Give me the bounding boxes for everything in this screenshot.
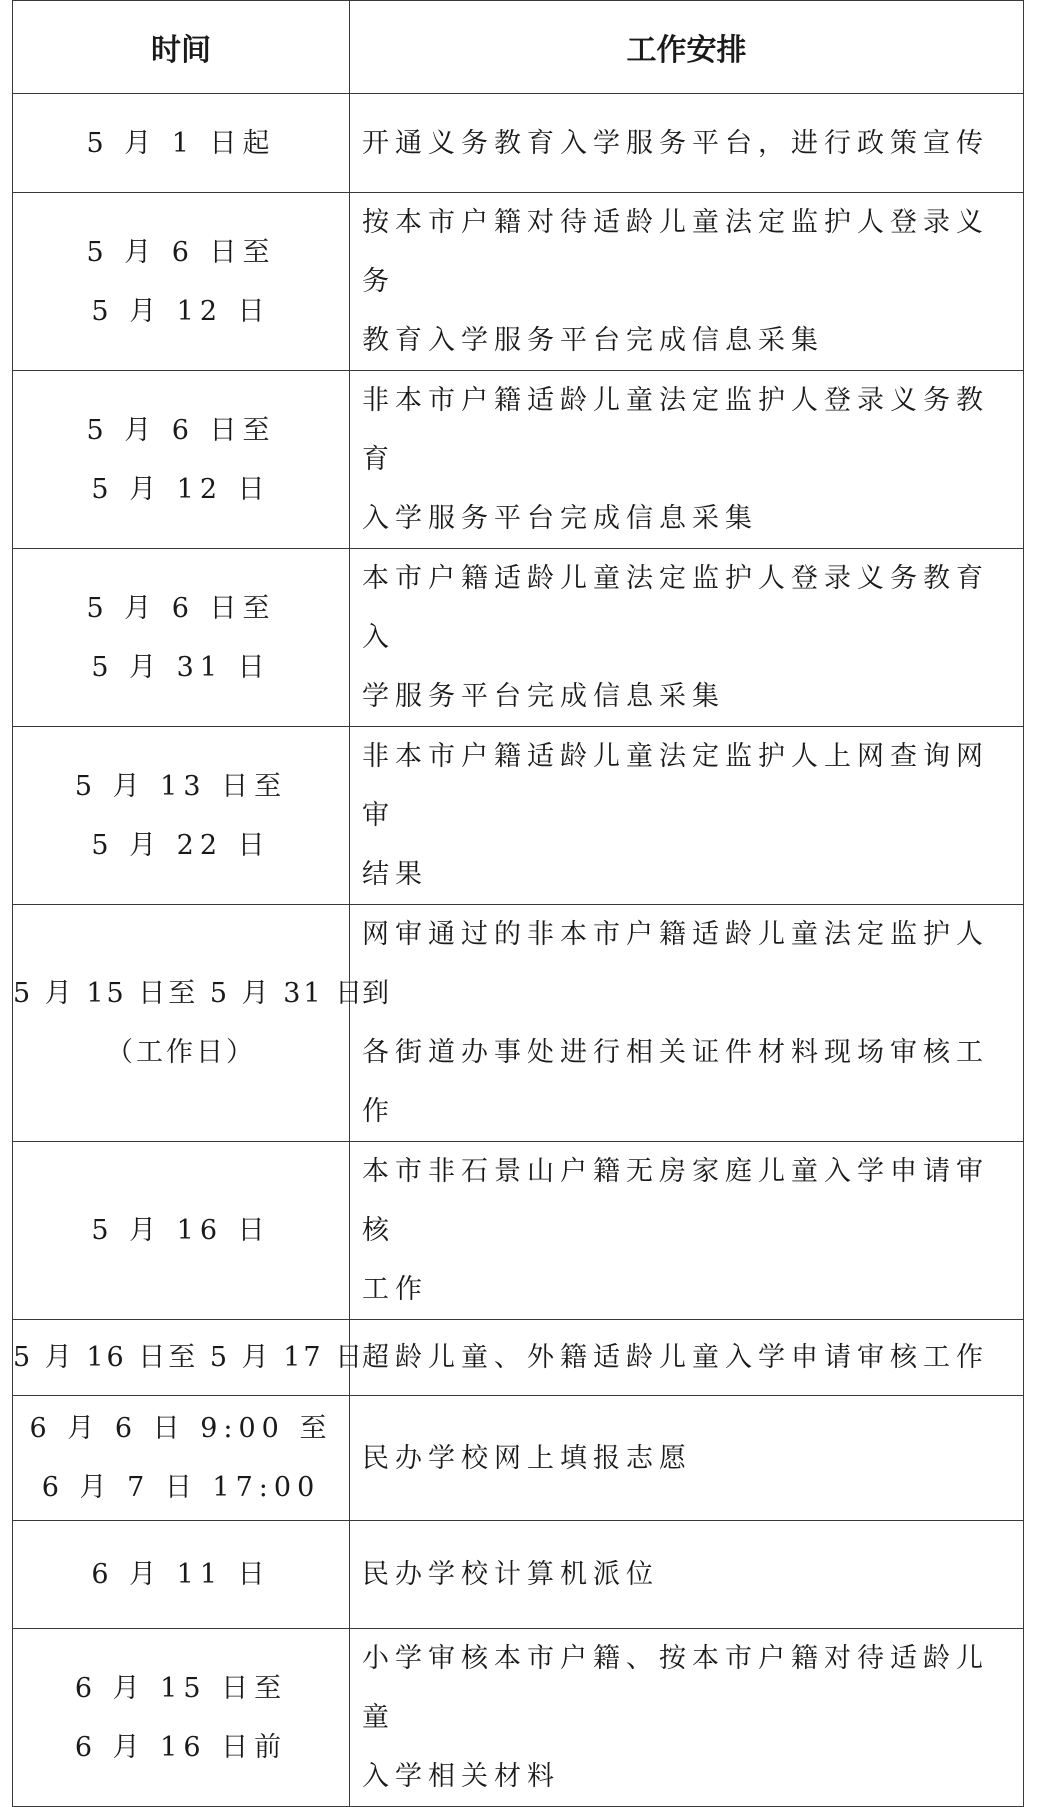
work-line: 按本市户籍对待适龄儿童法定监护人登录义务 bbox=[362, 207, 989, 297]
work-cell bbox=[350, 549, 1024, 727]
time-line: 6 月 6 日 9:00 至 bbox=[29, 1413, 333, 1444]
table-row bbox=[13, 905, 1024, 1142]
work-cell bbox=[350, 94, 1024, 193]
time-cell bbox=[13, 1320, 366, 1396]
time-cell bbox=[13, 1629, 350, 1807]
work-line: 开通义务教育入学服务平台，进行政策宣传 bbox=[362, 127, 989, 159]
table-row bbox=[13, 193, 1024, 371]
work-cell bbox=[350, 1142, 1024, 1320]
work-line: 各街道办事处进行相关证件材料现场审核工作 bbox=[362, 1037, 989, 1127]
time-line: （工作日） bbox=[106, 1037, 256, 1068]
table-row bbox=[13, 1629, 1024, 1807]
header-time: 时间 bbox=[13, 1, 350, 94]
work-line: 入学相关材料 bbox=[362, 1761, 560, 1792]
work-line: 网审通过的非本市户籍适龄儿童法定监护人到 bbox=[362, 919, 989, 1009]
table-row bbox=[13, 94, 1024, 193]
table-row bbox=[13, 1396, 1024, 1521]
time-cell bbox=[13, 1142, 350, 1320]
table-row bbox=[13, 549, 1024, 727]
time-cell bbox=[13, 1396, 350, 1521]
work-cell bbox=[350, 905, 1024, 1142]
work-line: 入学服务平台完成信息采集 bbox=[362, 503, 758, 534]
time-line: 5 月 31 日 bbox=[91, 651, 271, 683]
work-line: 非本市户籍适龄儿童法定监护人登录义务教育 bbox=[362, 385, 989, 475]
work-cell bbox=[350, 371, 1024, 549]
work-cell bbox=[350, 727, 1024, 905]
work-cell bbox=[350, 1521, 1024, 1629]
time-line: 5 月 13 日至 bbox=[74, 770, 288, 802]
work-line: 超龄儿童、外籍适龄儿童入学申请审核工作 bbox=[362, 1342, 989, 1373]
time-line: 5 月 22 日 bbox=[91, 829, 271, 861]
work-line: 教育入学服务平台完成信息采集 bbox=[362, 325, 824, 356]
work-cell bbox=[350, 1629, 1024, 1807]
time-line: 6 月 15 日至 bbox=[74, 1672, 288, 1704]
table-row bbox=[13, 1142, 1024, 1320]
time-cell bbox=[13, 549, 350, 727]
header-work: 工作安排 bbox=[350, 1, 1024, 94]
time-line: 6 月 16 日前 bbox=[74, 1731, 288, 1763]
table-row bbox=[13, 371, 1024, 549]
table-row bbox=[13, 1521, 1024, 1629]
work-line: 民办学校网上填报志愿 bbox=[362, 1442, 692, 1474]
table-body bbox=[13, 94, 1024, 1807]
work-line: 学服务平台完成信息采集 bbox=[362, 681, 725, 712]
time-cell bbox=[13, 727, 350, 905]
table-row bbox=[13, 727, 1024, 905]
work-cell bbox=[350, 1320, 1024, 1396]
time-line: 5 月 15 日至 5 月 31 日 bbox=[13, 978, 366, 1009]
time-line: 5 月 12 日 bbox=[91, 295, 271, 327]
time-cell bbox=[13, 94, 350, 193]
work-cell bbox=[350, 193, 1024, 371]
work-line: 小学审核本市户籍、按本市户籍对待适龄儿童 bbox=[362, 1643, 989, 1733]
table-header-row bbox=[13, 1, 1024, 94]
time-line: 5 月 16 日 bbox=[91, 1215, 271, 1246]
time-line: 6 月 11 日 bbox=[91, 1559, 271, 1590]
time-line: 5 月 6 日至 bbox=[86, 592, 276, 624]
time-cell bbox=[13, 193, 350, 371]
work-line: 非本市户籍适龄儿童法定监护人上网查询网审 bbox=[362, 741, 989, 831]
time-line: 5 月 12 日 bbox=[91, 473, 271, 505]
work-line: 结果 bbox=[362, 859, 428, 890]
time-line: 5 月 16 日至 5 月 17 日 bbox=[13, 1342, 366, 1373]
work-line: 本市非石景山户籍无房家庭儿童入学申请审核 bbox=[362, 1156, 989, 1246]
work-line: 民办学校计算机派位 bbox=[362, 1559, 659, 1590]
time-line: 5 月 6 日至 bbox=[86, 414, 276, 446]
schedule-table bbox=[12, 0, 1024, 1807]
time-cell bbox=[13, 1521, 350, 1629]
time-line: 5 月 1 日起 bbox=[86, 127, 276, 159]
time-cell bbox=[13, 371, 350, 549]
time-line: 5 月 6 日至 bbox=[86, 236, 276, 268]
work-line: 本市户籍适龄儿童法定监护人登录义务教育入 bbox=[362, 563, 989, 653]
time-line: 6 月 7 日 17:00 bbox=[41, 1472, 321, 1503]
time-cell bbox=[13, 905, 366, 1142]
work-line: 工作 bbox=[362, 1274, 428, 1305]
work-cell bbox=[350, 1396, 1024, 1521]
table-row bbox=[13, 1320, 1024, 1396]
